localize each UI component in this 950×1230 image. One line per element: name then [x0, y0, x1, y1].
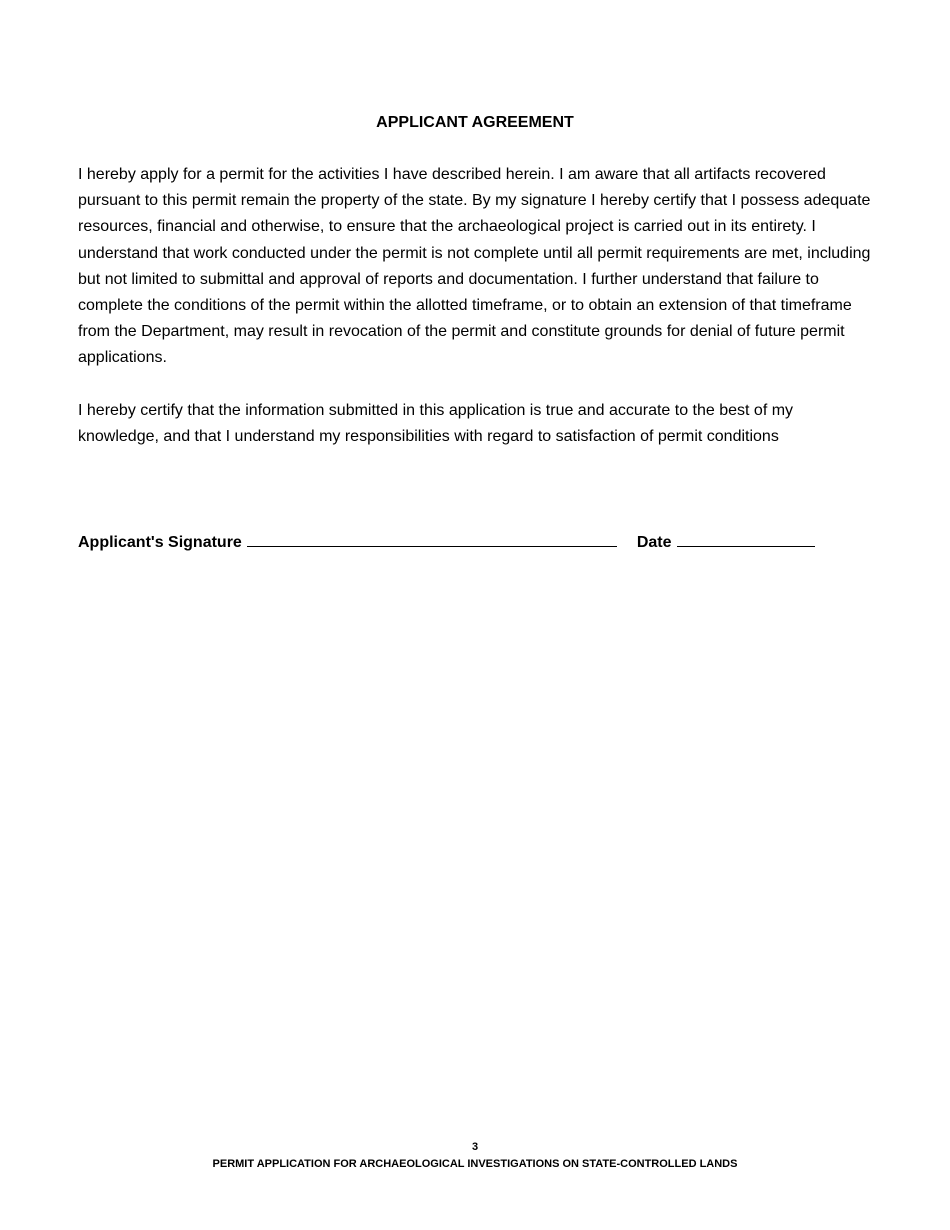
footer-title: PERMIT APPLICATION FOR ARCHAEOLOGICAL INVESTIGATIONS ON STATE-CONTROLLED LANDS [212, 1158, 738, 1170]
agreement-paragraph: I hereby apply for a permit for the activities I have described herein. I am aware that all artifacts recovered pursuant to this permit remain the property of the state. By my signature I hereby certify that I possess adequate resources, financial and otherwise, to ensure that the archaeological project is carried out in its entirety. I understand that work conducted under the permit is not complete until all permit requirements are met, including but not limited to submittal and approval of reports and documentation. I further understand that failure to complete the conditions of the permit within the allotted timeframe, or to obtain an extension of that timeframe from the Department, may result in revocation of the permit and constitute grounds for denial of future permit applications. [78, 166, 871, 367]
certification-paragraph: I hereby certify that the information submitted in this application is true and accurate to the best of my knowledge, and that I understand my responsibilities with regard to satisfaction of permit conditions [78, 402, 794, 446]
page-title: APPLICANT AGREEMENT [376, 114, 574, 131]
date-label: Date [636, 534, 672, 551]
date-field[interactable] [677, 530, 815, 547]
page-number: 3 [471, 1141, 479, 1153]
signature-field[interactable] [247, 530, 617, 547]
signature-label: Applicant's Signature [78, 534, 242, 551]
signature-row [78, 530, 878, 554]
